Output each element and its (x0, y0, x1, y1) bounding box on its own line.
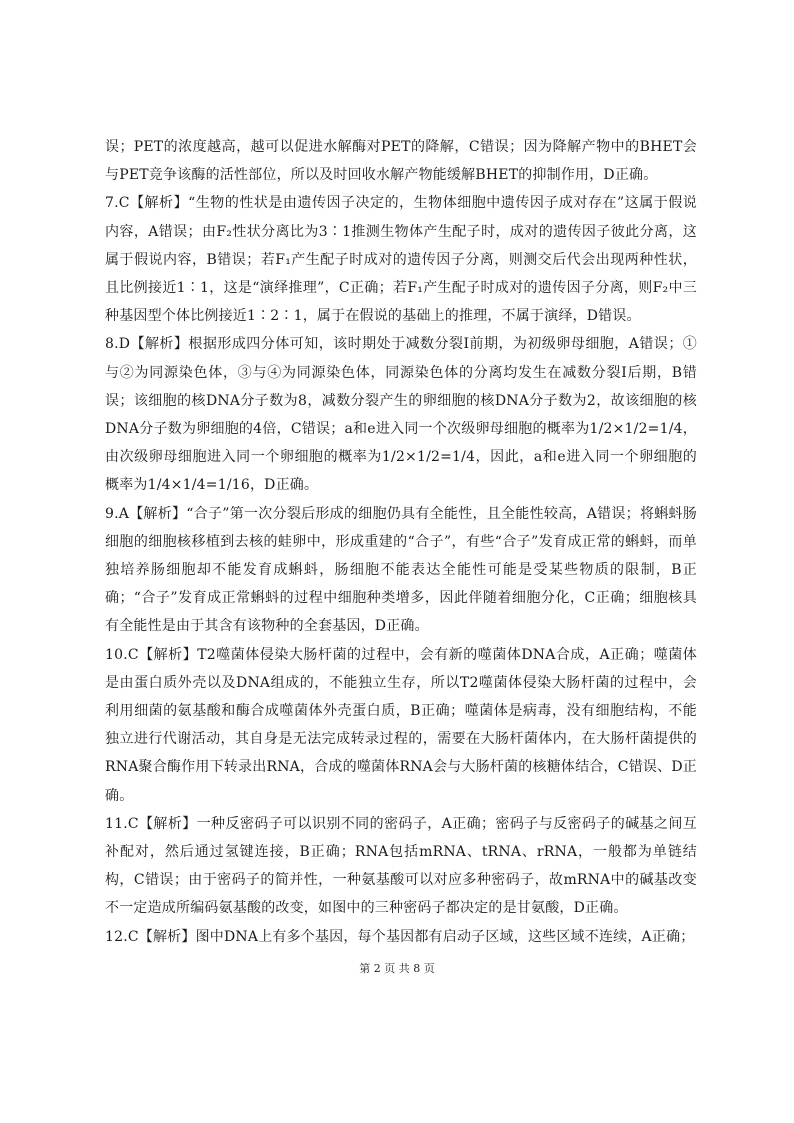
paragraph-continuation: 误；PET的浓度越高，越可以促进水解酶对PET的降解，C错误；因为降解产物中的BHET会与PET竞争该酶的活性部位，所以及时回收水解产物能缓解BHET的抑制作用，D正确。 (105, 139, 697, 184)
paragraph-q7: 7.C【解析】“生物的性状是由遗传因子决定的，生物体细胞中遗传因子成对存在”这属于假说内容，A错误；由F₂性状分离比为3∶1推测生物体产生配子时，成对的遗传因子彼此分离，这属于假说内容，B错误；若F₁产生配子时成对的遗传因子分离，则测交后代会出现两种性状，且比例接近1∶1，这是“演绎推理”，C正确；若F₁产生配子时成对的遗传因子分离，则F₂中三种基因型个体比例接近1∶2∶1，属于在假说的基础上的推理，不属于演绎，D错误。 (105, 195, 697, 325)
paragraph-q11: 11.C【解析】一种反密码子可以识别不同的密码子，A正确；密码子与反密码子的碱基之间互补配对，然后通过氢键连接，B正确；RNA包括mRNA、tRNA、rRNA，一般都为单链结构，C错误；由于密码子的简并性，一种氨基酸可以对应多种密码子，故mRNA中的碱基改变不一定造成所编码氨基酸的改变，如图中的三种密码子都决定的是甘氨酸，D正确。 (105, 815, 697, 917)
answer-explanations (105, 133, 697, 951)
paragraph-q10: 10.C【解析】T2噬菌体侵染大肠杆菌的过程中，会有新的噬菌体DNA合成，A正确；噬菌体是由蛋白质外壳以及DNA组成的，不能独立生存，所以T2噬菌体侵染大肠杆菌的过程中，会利用细菌的氨基酸和酶合成噬菌体外壳蛋白质，B正确；噬菌体是病毒，没有细胞结构，不能独立进行代谢活动，其自身是无法完成转录过程的，需要在大肠杆菌体内，在大肠杆菌提供的RNA聚合酶作用下转录出RNA，合成的噬菌体RNA会与大肠杆菌的核糖体结合，C错误、D正确。 (105, 646, 697, 804)
paragraph-q8: 8.D【解析】根据形成四分体可知，该时期处于减数分裂Ⅰ前期，为初级卵母细胞，A错误；①与②为同源染色体，③与④为同源染色体，同源染色体的分离均发生在减数分裂Ⅰ后期，B错误；该细胞的核DNA分子数为8，减数分裂产生的卵细胞的核DNA分子数为2，故该细胞的核DNA分子数为卵细胞的4倍，C错误；a和e进入同一个次级卵母细胞的概率为1/2×1/2=1/4，由次级卵母细胞进入同一个卵细胞的概率为1/2×1/2=1/4，因此，a和e进入同一个卵细胞的概率为1/4×1/4=1/16，D正确。 (105, 336, 697, 494)
page-number: 第 2 页 共 8 页 (359, 962, 435, 975)
paragraph-q9: 9.A【解析】“合子”第一次分裂后形成的细胞仍具有全能性，且全能性较高，A错误；将蝌蚪肠细胞的细胞核移植到去核的蛙卵中，形成重建的“合子”，有些“合子”发育成正常的蝌蚪，而单独培养肠细胞却不能发育成蝌蚪，肠细胞不能表达全能性可能是受某些物质的限制，B正确；“合子”发育成正常蝌蚪的过程中细胞种类增多，因此伴随着细胞分化，C正确；细胞核具有全能性是由于其含有该物种的全套基因，D正确。 (105, 505, 697, 635)
paragraph-q12: 12.C【解析】图中DNA上有多个基因，每个基因都有启动子区域，这些区域不连续，A正确； (105, 928, 695, 945)
